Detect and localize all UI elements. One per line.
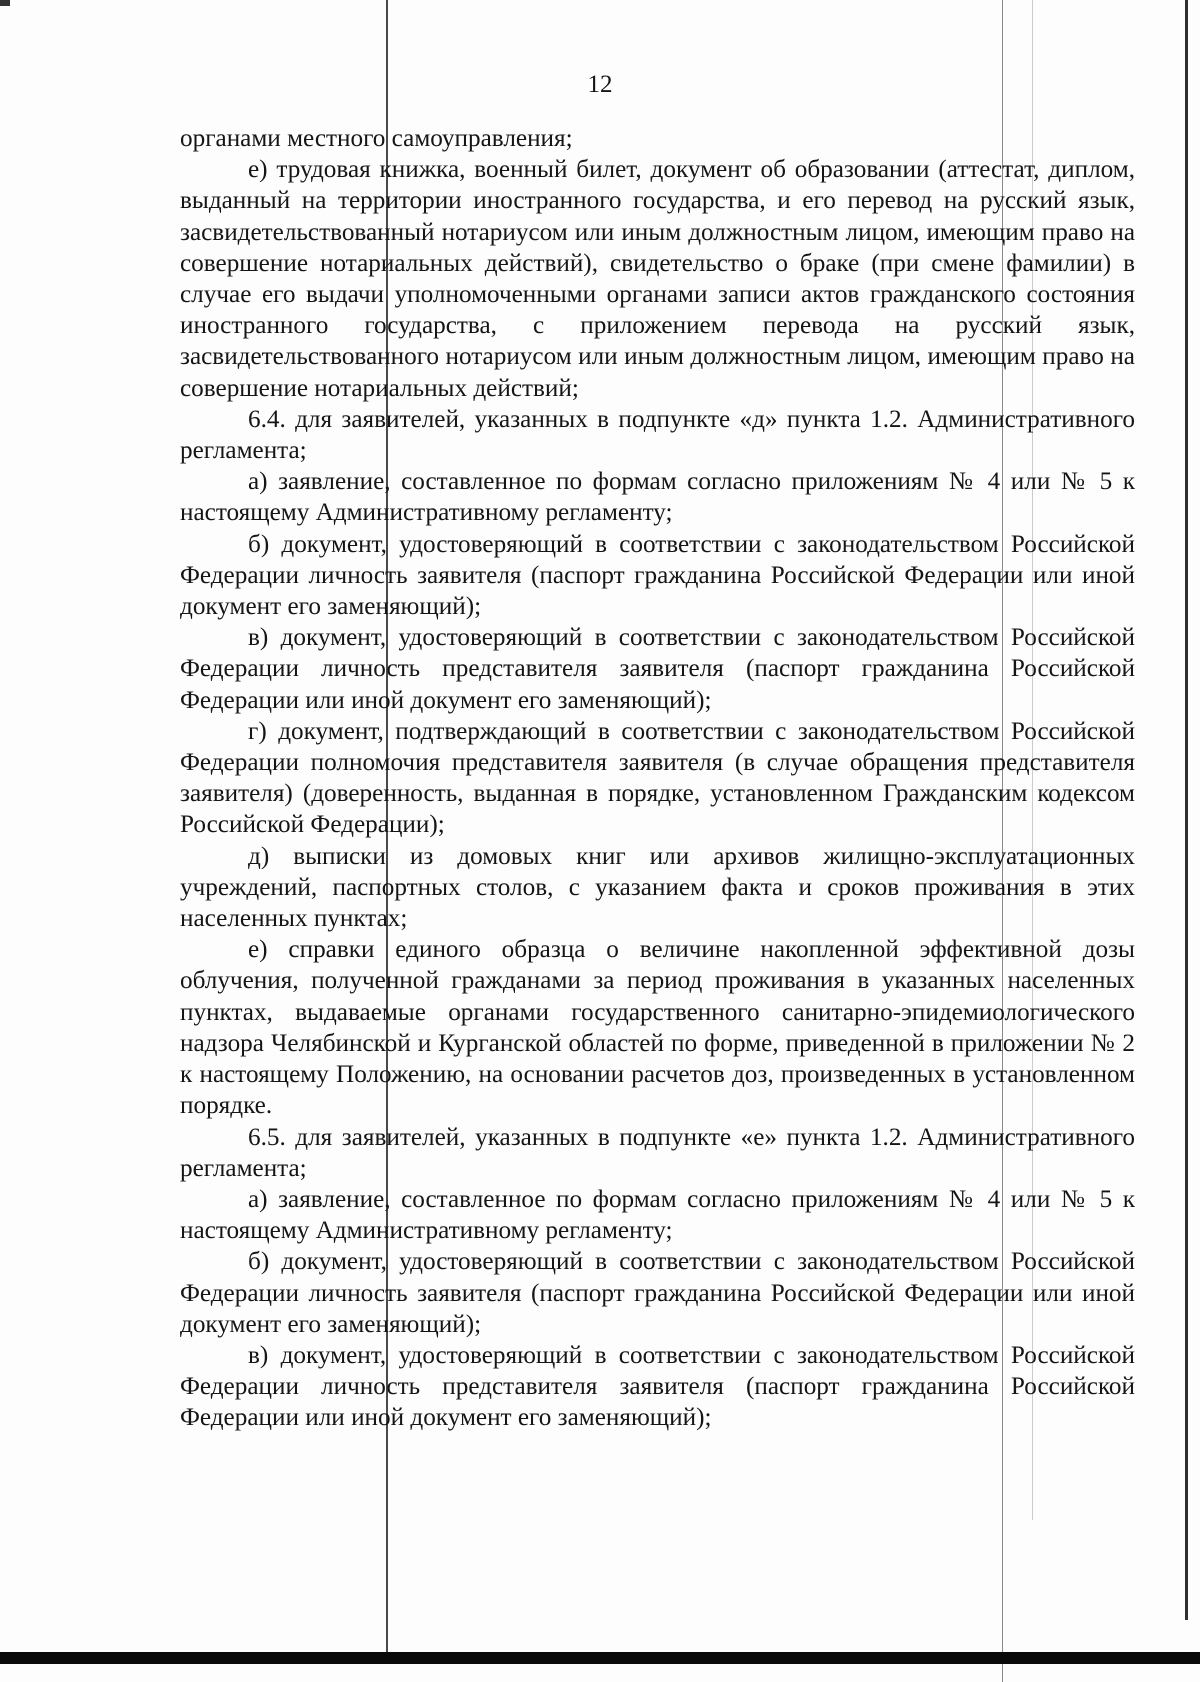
page-number: 12	[587, 71, 613, 98]
paragraph: г) документ, подтверждающий в соответствии с законодательством Российской Федерации полномочия представителя заявителя (в случае обращения представителя заявителя) (доверенность, выданная в порядке, установленном Гражданским кодексом Российской Федерации);	[180, 717, 1135, 839]
paragraph: б) документ, удостоверяющий в соответствии с законодательством Российской Федерации личность заявителя (паспорт гражданина Российской Федерации или иной документ его заменяющий);	[180, 530, 1135, 621]
paragraph: а) заявление, составленное по формам согласно приложениям № 4 или № 5 к настоящему Административному регламенту;	[180, 1185, 1135, 1245]
paragraph: д) выписки из домовых книг или архивов жилищно-эксплуатационных учреждений, паспортных столов, с указанием факта и сроков проживания в этих населенных пунктах;	[180, 842, 1135, 933]
paragraph: в) документ, удостоверяющий в соответствии с законодательством Российской Федерации личность представителя заявителя (паспорт гражданина Российской Федерации или иной документ его заменяющий);	[180, 1341, 1135, 1432]
paragraph: 6.5. для заявителей, указанных в подпункте «е» пункта 1.2. Административного регламента;	[180, 1123, 1135, 1182]
scan-artifact	[1185, 0, 1188, 1620]
paragraph: а) заявление, составленное по формам согласно приложениям № 4 или № 5 к настоящему Административному регламенту;	[180, 468, 1135, 527]
paragraph: 6.4. для заявителей, указанных в подпункте «д» пункта 1.2. Административного регламента;	[180, 405, 1135, 465]
scan-artifact	[0, 1652, 1200, 1664]
paragraph: в) документ, удостоверяющий в соответствии с законодательством Российской Федерации личность представителя заявителя (паспорт гражданина Российской Федерации или иной документ его заменяющий);	[180, 624, 1135, 714]
document-body	[180, 123, 1135, 1434]
paragraph: е) трудовая книжка, военный билет, документ об образовании (аттестат, диплом, выданный на территории иностранного государства, и его перевод на русский язык, засвидетельствованный нотариусом или иным должностным лицом, имеющим право на совершение нотариальных действий), свидетельство о браке (при смене фамилии) в случае его выдачи уполномоченными органами записи актов гражданского состояния иностранного государства, с приложением перевода на русский язык, засвидетельствованного нотариусом или иным должностным лицом, имеющим право на совершение нотариальных действий;	[180, 156, 1135, 402]
paragraph: б) документ, удостоверяющий в соответствии с законодательством Российской Федерации личность заявителя (паспорт гражданина Российской Федерации или иной документ его заменяющий);	[180, 1248, 1135, 1338]
paragraph: е) справки единого образца о величине накопленной эффективной дозы облучения, полученной гражданами за период проживания в указанных населенных пунктах, выдаваемые органами государственного санитарно-эпидемиологического надзора Челябинской и Курганской областей по форме, приведенной в приложении № 2 к настоящему Положению, на основании расчетов доз, произведенных в установленном порядке.	[180, 936, 1135, 1120]
scan-artifact	[0, 0, 10, 6]
paragraph: органами местного самоуправления;	[180, 125, 573, 152]
